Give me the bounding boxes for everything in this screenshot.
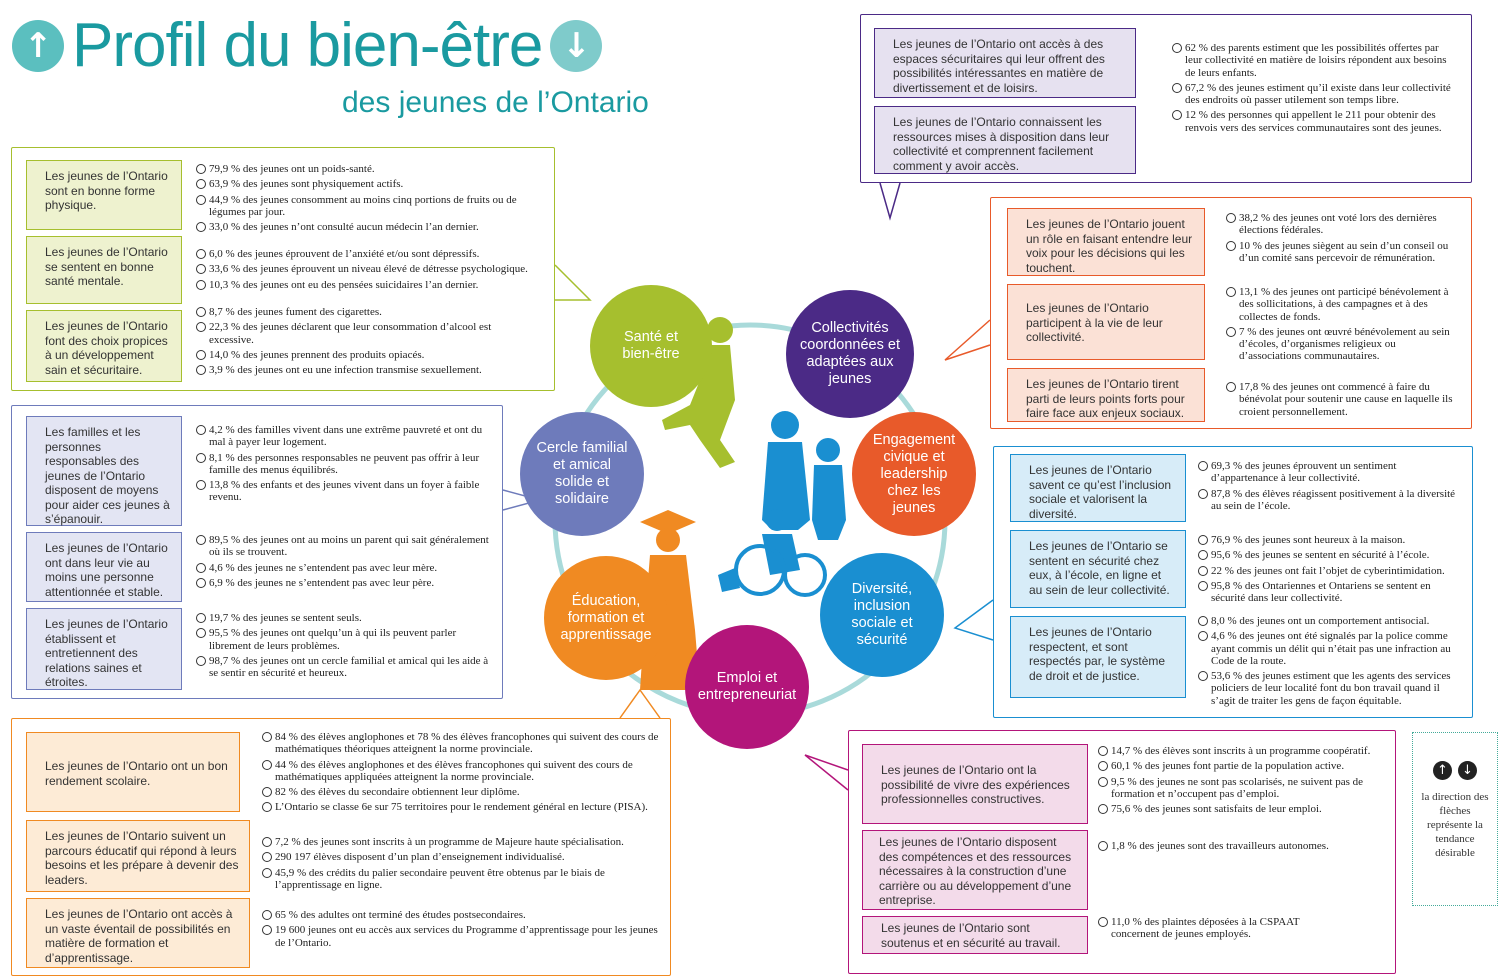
sante-label-2: Les jeunes de l’Ontario se sentent en bonne santé mentale. xyxy=(26,236,182,304)
emploi-facts-1 xyxy=(1098,745,1388,818)
famille-facts-3 xyxy=(196,612,496,682)
education-facts-1 xyxy=(262,731,666,817)
sante-facts-3 xyxy=(196,306,516,379)
fact: 14,7 % des élèves sont inscrits à un programme coopératif. xyxy=(1098,745,1388,757)
wheel-emploi: Emploi et entrepreneuriat xyxy=(685,625,809,749)
fact: 84 % des élèves anglophones et 78 % des élèves francophones qui suivent des cours de mathématiques théoriques atteignent la norme provinciale. xyxy=(262,731,666,756)
emploi-label-2: Les jeunes de l’Ontario disposent des compétences et des ressources nécessaires à la construction d’une carrière ou au développement d’une entreprise. xyxy=(862,830,1088,910)
legend xyxy=(1412,732,1498,906)
fact: 290 197 élèves disposent d’un plan d’enseignement individualisé. xyxy=(262,851,666,863)
education-label-1: Les jeunes de l’Ontario ont un bon rendement scolaire. xyxy=(26,732,240,812)
fact: 6,0 % des jeunes éprouvent de l’anxiété et/ou sont dépressifs. xyxy=(196,248,556,260)
fact: 53,6 % des jeunes estiment que les agents des services policiers de leur localité font du bon travail quand il s’agit de traiter les gens de façon équitable. xyxy=(1198,670,1462,707)
engagement-label-2: Les jeunes de l’Ontario participent à la vie de leur collectivité. xyxy=(1007,284,1205,360)
fact: 3,9 % des jeunes ont eu une infection transmise sexuellement. xyxy=(196,364,516,376)
fact: 65 % des adultes ont terminé des études postsecondaires. xyxy=(262,909,666,921)
fact: 95,8 % des Ontariennes et Ontariens se sentent en sécurité dans leur collectivité. xyxy=(1198,580,1462,605)
diversite-facts-1 xyxy=(1198,460,1462,515)
fact: 79,9 % des jeunes ont un poids-santé. xyxy=(196,163,536,175)
fact: 22,3 % des jeunes déclarent que leur consommation d’alcool est excessive. xyxy=(196,321,516,346)
fact: 45,9 % des crédits du palier secondaire peuvent être obtenus par le biais de l’apprentissage en ligne. xyxy=(262,867,666,892)
arrow-up-circle-icon: ↑ xyxy=(12,20,64,72)
fact: 10,3 % des jeunes ont eu des pensées suicidaires l’an dernier. xyxy=(196,279,556,291)
diversite-label-1: Les jeunes de l’Ontario savent ce qu’est l’inclusion sociale et valorisent la diversité. xyxy=(1010,454,1186,522)
fact: 19,7 % des jeunes se sentent seuls. xyxy=(196,612,496,624)
famille-label-2: Les jeunes de l’Ontario ont dans leur vie au moins une personne attentionnée et stable. xyxy=(26,532,182,602)
fact: 60,1 % des jeunes font partie de la population active. xyxy=(1098,760,1388,772)
emploi-facts-3 xyxy=(1098,916,1328,944)
fact: 38,2 % des jeunes ont voté lors des dernières élections fédérales. xyxy=(1226,212,1458,237)
fact: 13,1 % des jeunes ont participé bénévolement à des sollicitations, à des campagnes et à des collectes de fonds. xyxy=(1226,286,1458,323)
arrow-down-circle-icon: ↓ xyxy=(550,20,602,72)
collectivites-facts xyxy=(1172,42,1458,137)
engagement-facts-3 xyxy=(1226,381,1458,421)
fact: 95,6 % des jeunes se sentent en sécurité à l’école. xyxy=(1198,549,1462,561)
fact: 12 % des personnes qui appellent le 211 pour obtenir des renvois vers des services communautaires sont des jeunes. xyxy=(1172,109,1458,134)
legend-text: la direction des flèches représente la tendance désirable xyxy=(1421,791,1489,859)
collectivites-label-1: Les jeunes de l’Ontario ont accès à des espaces sécuritaires qui leur offrent des possibilités intéressantes en matière de divertissement et de loisirs. xyxy=(874,28,1136,98)
engagement-label-1: Les jeunes de l’Ontario jouent un rôle en faisant entendre leur voix pour les décisions qui les touchent. xyxy=(1007,208,1205,276)
diversite-label-2: Les jeunes de l’Ontario se sentent en sécurité chez eux, à l’école, en ligne et au sein de leur collectivité. xyxy=(1010,530,1186,608)
emploi-label-1: Les jeunes de l’Ontario ont la possibilité de vivre des expériences professionnelles constructives. xyxy=(862,744,1088,824)
collectivites-label-2: Les jeunes de l’Ontario connaissent les ressources mises à disposition dans leur collectivité et comprennent facilement comment y avoir accès. xyxy=(874,106,1136,174)
fact: 7 % des jeunes ont œuvré bénévolement au sein d’écoles, d’organismes religieux ou d’associations communautaires. xyxy=(1226,326,1458,363)
fact: 9,5 % des jeunes ne sont pas scolarisés, ne suivent pas de formation et n’occupent pas d’emploi. xyxy=(1098,776,1388,801)
fact: 17,8 % des jeunes ont commencé à faire du bénévolat pour soutenir une cause en laquelle ils croient personnellement. xyxy=(1226,381,1458,418)
engagement-facts-1 xyxy=(1226,212,1458,267)
engagement-label-3: Les jeunes de l’Ontario tirent parti de leurs points forts pour faire face aux enjeux sociaux. xyxy=(1007,368,1205,422)
fact: 98,7 % des jeunes ont un cercle familial et amical qui les aide à se sentir en sécurité et heureux. xyxy=(196,655,496,680)
famille-facts-2 xyxy=(196,534,496,592)
fact: 4,6 % des jeunes ont été signalés par la police comme ayant commis un délit qui n’était pas une infraction au Code de la route. xyxy=(1198,630,1462,667)
fact: 4,6 % des jeunes ne s’entendent pas avec leur mère. xyxy=(196,562,496,574)
diversite-facts-2 xyxy=(1198,534,1462,607)
wheel-collectivites: Collectivités coordonnées et adaptées aux jeunes xyxy=(786,290,914,418)
emploi-facts-2 xyxy=(1098,840,1388,855)
fact: 63,9 % des jeunes sont physiquement actifs. xyxy=(196,178,536,190)
fact: 19 600 jeunes ont eu accès aux services du Programme d’apprentissage pour les jeunes de l’Ontario. xyxy=(262,924,666,949)
wheel-engagement: Engagement civique et leadership chez les jeunes xyxy=(852,412,976,536)
fact: 7,2 % des jeunes sont inscrits à un programme de Majeure haute spécialisation. xyxy=(262,836,666,848)
family-silhouette xyxy=(718,411,846,595)
fact: 87,8 % des élèves réagissent positivement à la diversité au sein de l’école. xyxy=(1198,488,1462,513)
education-label-2: Les jeunes de l’Ontario suivent un parcours éducatif qui répond à leurs besoins et les prépare à devenir des leaders. xyxy=(26,820,250,892)
education-label-3: Les jeunes de l’Ontario ont accès à un vaste éventail de possibilités en matière de formation et d’apprentissage. xyxy=(26,898,250,968)
fact: 8,7 % des jeunes fument des cigarettes. xyxy=(196,306,516,318)
sante-facts-1 xyxy=(196,163,536,236)
fact: 22 % des jeunes ont fait l’objet de cyberintimidation. xyxy=(1198,565,1462,577)
famille-facts-1 xyxy=(196,424,496,507)
fact: 4,2 % des familles vivent dans une extrême pauvreté et ont du mal à payer leur logement. xyxy=(196,424,496,449)
fact: 67,2 % des jeunes estiment qu’il existe dans leur collectivité des endroits où passer utilement son temps libre. xyxy=(1172,82,1458,107)
fact: 10 % des jeunes siègent au sein d’un conseil ou d’un comité sans percevoir de rémunération. xyxy=(1226,240,1458,265)
fact: 33,6 % des jeunes éprouvent un niveau élevé de détresse psychologique. xyxy=(196,263,556,275)
engagement-facts-2 xyxy=(1226,286,1458,366)
fact: 13,8 % des enfants et des jeunes vivent dans un foyer à faible revenu. xyxy=(196,479,496,504)
fact: 76,9 % des jeunes sont heureux à la maison. xyxy=(1198,534,1462,546)
fact: 8,1 % des personnes responsables ne peuvent pas offrir à leur famille des menus équilibrés. xyxy=(196,452,496,477)
fact: 6,9 % des jeunes ne s’entendent pas avec leur père. xyxy=(196,577,496,589)
wheel-education: Éducation, formation et apprentissage xyxy=(544,556,668,680)
fact: L’Ontario se classe 6e sur 75 territoires pour le rendement général en lecture (PISA). xyxy=(262,801,666,813)
arrow-down-circle-icon: ↓ xyxy=(1458,761,1477,780)
fact: 33,0 % des jeunes n’ont consulté aucun médecin l’an dernier. xyxy=(196,221,536,233)
fact: 14,0 % des jeunes prennent des produits opiacés. xyxy=(196,349,516,361)
education-facts-3 xyxy=(262,909,666,952)
sante-facts-2 xyxy=(196,248,556,294)
fact: 44,9 % des jeunes consomment au moins cinq portions de fruits ou de légumes par jour. xyxy=(196,194,536,219)
famille-label-1: Les familles et les personnes responsables des jeunes de l’Ontario disposent de moyens pour aider ces jeunes à s’épanouir. xyxy=(26,416,182,526)
diversite-label-3: Les jeunes de l’Ontario respectent, et sont respectés par, le système de droit et de justice. xyxy=(1010,616,1186,698)
sante-label-3: Les jeunes de l’Ontario font des choix propices à un développement sain et sécuritaire. xyxy=(26,310,182,382)
education-facts-2 xyxy=(262,836,666,894)
fact: 8,0 % des jeunes ont un comportement antisocial. xyxy=(1198,615,1462,627)
fact: 89,5 % des jeunes ont au moins un parent qui sait généralement où ils se trouvent. xyxy=(196,534,496,559)
fact: 11,0 % des plaintes déposées à la CSPAAT concernent de jeunes employés. xyxy=(1098,916,1328,941)
fact: 75,6 % des jeunes sont satisfaits de leur emploi. xyxy=(1098,803,1388,815)
title-line1: Profil du bien-être xyxy=(72,11,543,80)
sante-label-1: Les jeunes de l’Ontario sont en bonne forme physique. xyxy=(26,160,182,230)
fact: 69,3 % des jeunes éprouvent un sentiment d’appartenance à leur collectivité. xyxy=(1198,460,1462,485)
wheel-diversite: Diversité, inclusion sociale et sécurité xyxy=(820,553,944,677)
diversite-facts-3 xyxy=(1198,615,1462,710)
arrow-up-circle-icon: ↑ xyxy=(1433,761,1452,780)
fact: 62 % des parents estiment que les possibilités offertes par leur collectivité en matière de loisirs répondent aux besoins de leurs enfants. xyxy=(1172,42,1458,79)
wheel-sante: Santé et bien-être xyxy=(590,285,712,407)
wheel-famille: Cercle familial et amical solide et solidaire xyxy=(520,412,644,536)
famille-label-3: Les jeunes de l’Ontario établissent et entretiennent des relations saines et étroites. xyxy=(26,608,182,690)
fact: 82 % des élèves du secondaire obtiennent leur diplôme. xyxy=(262,786,666,798)
fact: 95,5 % des jeunes ont quelqu’un à qui ils peuvent parler librement de leurs problèmes. xyxy=(196,627,496,652)
emploi-label-3: Les jeunes de l’Ontario sont soutenus et en sécurité au travail. xyxy=(862,916,1088,954)
fact: 44 % des élèves anglophones et des élèves francophones qui suivent des cours de mathématiques appliquées atteignent la norme provinciale. xyxy=(262,759,666,784)
title-line2: des jeunes de l’Ontario xyxy=(342,86,649,119)
fact: 1,8 % des jeunes sont des travailleurs autonomes. xyxy=(1098,840,1388,852)
